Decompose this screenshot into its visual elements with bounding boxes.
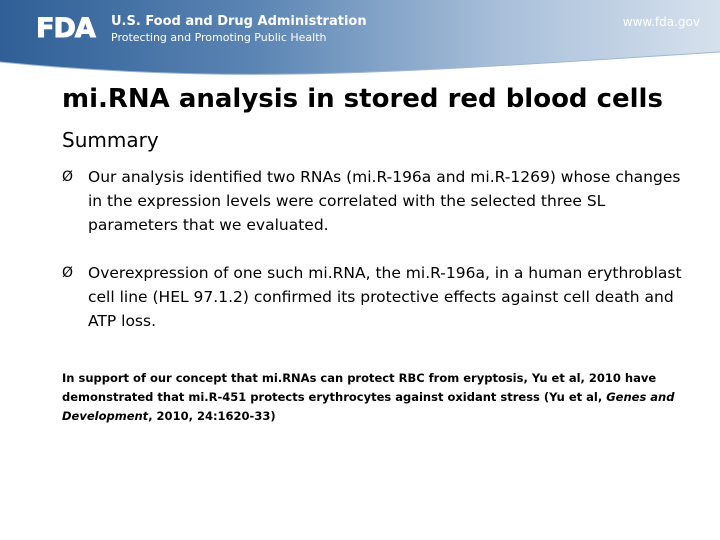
slide-title: mi.RNA analysis in stored red blood cells bbox=[62, 84, 663, 114]
site-url-link[interactable]: www.fda.gov bbox=[622, 15, 700, 29]
note-text-after: , 2010, 24:1620-33) bbox=[148, 409, 276, 423]
header-background bbox=[0, 0, 720, 76]
arrow-bullet-icon: Ø bbox=[62, 265, 74, 281]
reference-note bbox=[62, 369, 692, 426]
arrow-bullet-icon: Ø bbox=[62, 169, 74, 185]
note-text-before: In support of our concept that mi.RNAs can protect RBC from eryptosis, Yu et al, 2010 have demonstrated that mi.R-451 protects erythrocytes against oxidant stress (Yu et al, bbox=[62, 371, 657, 404]
note-journal: Genes and Development bbox=[62, 390, 675, 423]
fda-header-banner bbox=[0, 0, 720, 76]
bullet-list bbox=[62, 165, 692, 333]
org-name: U.S. Food and Drug Administration bbox=[111, 14, 367, 29]
bullet-text: Overexpression of one such mi.RNA, the mi.R-196a, in a human erythroblast cell line (HEL 97.1.2) confirmed its protective effects against cell death and ATP loss. bbox=[88, 264, 682, 330]
fda-logo: FDA bbox=[36, 13, 95, 44]
bullet-item bbox=[62, 165, 692, 237]
bullet-text: Our analysis identified two RNAs (mi.R-196a and mi.R-1269) whose changes in the expression levels were correlated with the selected three SL parameters that we evaluated. bbox=[88, 168, 681, 234]
slide-subtitle: Summary bbox=[62, 128, 159, 152]
org-tagline: Protecting and Promoting Public Health bbox=[111, 31, 327, 44]
bullet-item bbox=[62, 261, 692, 333]
